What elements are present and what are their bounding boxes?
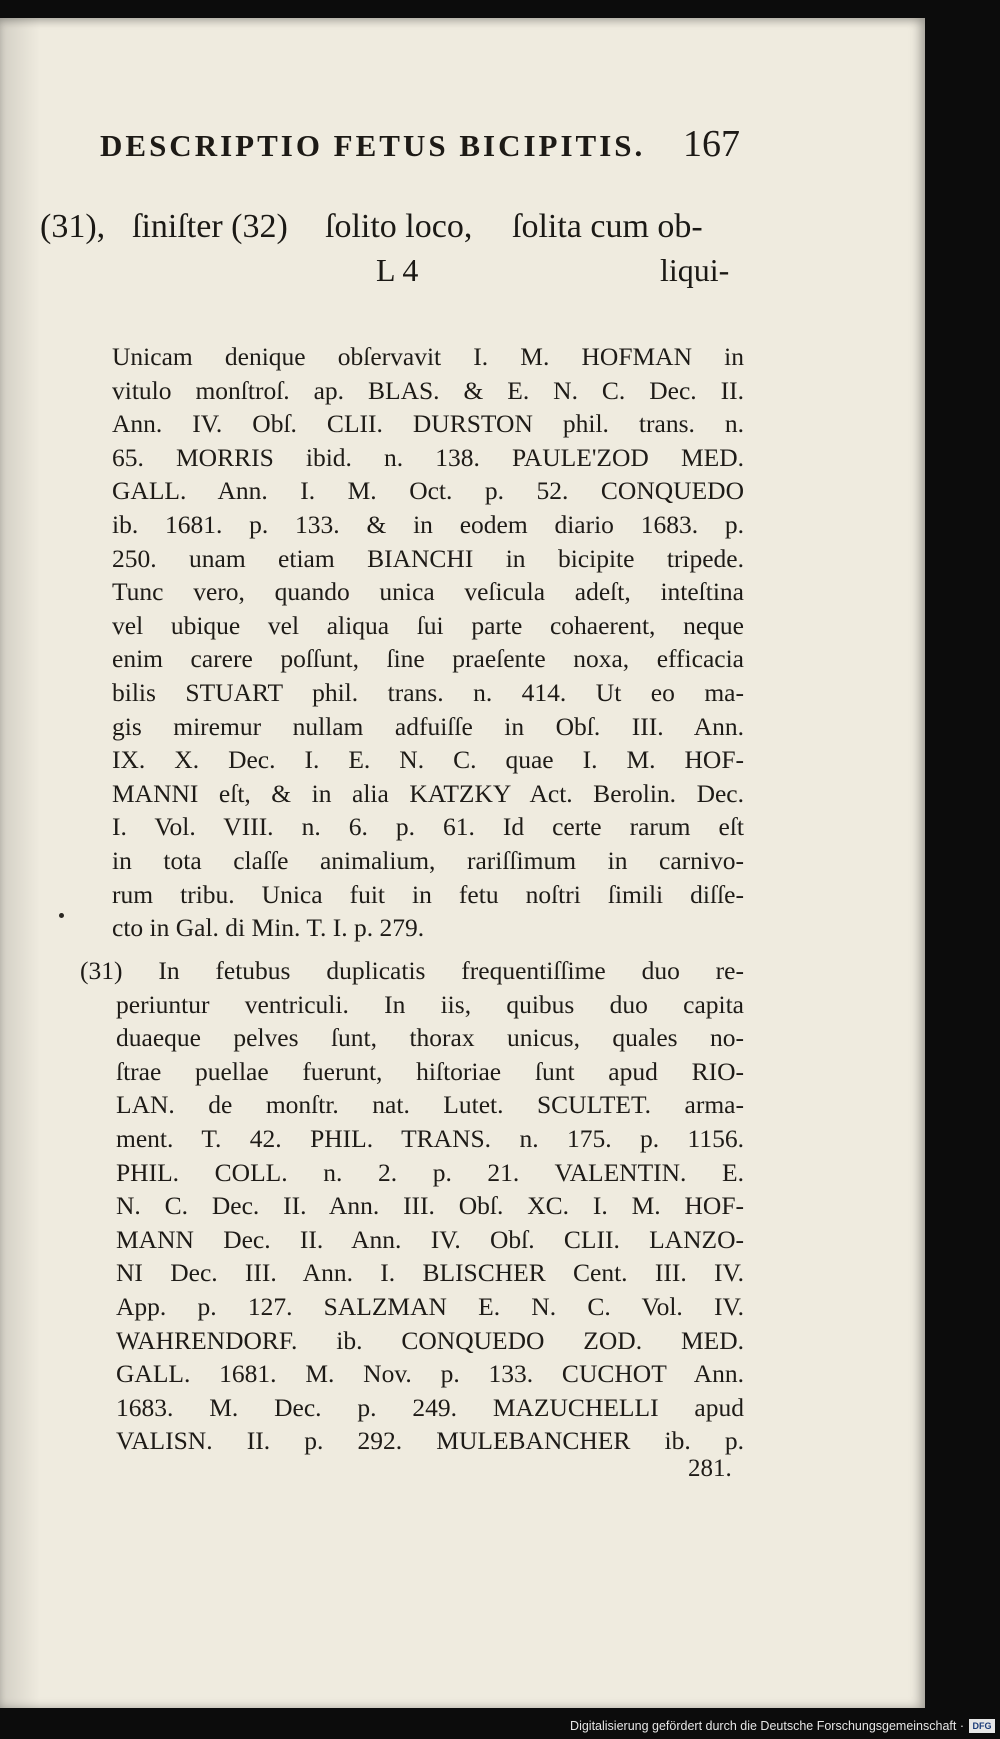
footer-credit: Digitalisierung gefördert durch die Deutsche Forschungsgemeinschaft ·: [570, 1719, 964, 1733]
footnote-line: bilis STUART phil. trans. n. 414. Ut eo ma-: [112, 677, 744, 707]
footnote-line: 1683. M. Dec. p. 249. MAZUCHELLI apud: [116, 1392, 744, 1422]
footnote-line: 65. MORRIS ibid. n. 138. PAULE'ZOD MED.: [112, 442, 744, 472]
footnote-line: VALISN. II. p. 292. MULEBANCHER ib. p.: [116, 1426, 744, 1456]
footnote-line: MANN Dec. II. Ann. IV. Obſ. CLII. LANZO-: [116, 1224, 744, 1254]
footnote-31: [80, 954, 744, 1489]
footnote-line: MANNI eſt, & in alia KATZKY Act. Berolin. Dec.: [112, 778, 744, 808]
footnote-line: periuntur ventriculi. In iis, quibus duo capita: [116, 989, 744, 1019]
footnote-line: 250. unam etiam BIANCHI in bicipite tripede.: [112, 543, 744, 573]
footnote-line: ib. 1681. p. 133. & in eodem diario 1683. p.: [112, 509, 744, 539]
footnote-line: in tota claſſe animalium, rariſſimum in carnivo-: [112, 845, 744, 875]
footnote-line: App. p. 127. SALZMAN E. N. C. Vol. IV.: [116, 1291, 744, 1321]
catchword: liqui-: [660, 252, 730, 288]
footnote-last-word: 281.: [688, 1455, 732, 1482]
page-header: [100, 123, 740, 178]
footnote-line: I. Vol. VIII. n. 6. p. 61. Id certe rarum eſt: [112, 812, 744, 842]
footnote-line: GALL. 1681. M. Nov. p. 133. CUCHOT Ann.: [116, 1359, 744, 1389]
footnote-line: cto in Gal. di Min. T. I. p. 279.: [112, 913, 425, 943]
main-text-line: [40, 208, 740, 258]
footnote-line: Tunc vero, quando unica veſicula adeſt, inteſtina: [112, 577, 744, 607]
footnote-line: vel ubique vel aliqua ſui parte cohaerent, neque: [112, 610, 744, 640]
footnote-line: GALL. Ann. I. M. Oct. p. 52. CONQUEDO: [112, 476, 744, 506]
signature-row: [40, 252, 740, 292]
footnote-line: N. C. Dec. II. Ann. III. Obſ. XC. I. M. HOF-: [116, 1191, 744, 1221]
footnote-line: rum tribu. Unica fuit in fetu noſtri ſimili diſſe-: [112, 879, 744, 909]
footnote-line: vitulo monſtroſ. ap. BLAS. & E. N. C. Dec. II.: [112, 375, 744, 405]
footnote-line: NI Dec. III. Ann. I. BLISCHER Cent. III. IV.: [116, 1258, 744, 1288]
main-text-part-2: ſiniſter (32): [132, 208, 288, 245]
footnote-line: IX. X. Dec. I. E. N. C. quae I. M. HOF-: [112, 745, 744, 775]
footnote-line: PHIL. COLL. n. 2. p. 21. VALENTIN. E.: [116, 1157, 744, 1187]
ink-speck: [59, 913, 64, 918]
digitization-footer: [0, 1716, 1000, 1739]
footnote-32: [112, 340, 744, 943]
footnote-line: gis miremur nullam adfuiſſe in Obſ. III. Ann.: [112, 711, 744, 741]
footnote-line: Unicam denique obſervavit I. M. HOFMAN in: [112, 342, 744, 371]
footnote-line: ſtrae puellae fuerunt, hiſtoriae ſunt apud RIO-: [116, 1056, 744, 1086]
footnote-line: enim carere poſſunt, ſine praeſente noxa, efficacia: [112, 644, 744, 674]
page-gutter-shadow: [0, 18, 40, 1708]
page-number: 167: [683, 123, 740, 165]
footnote-line: Ann. IV. Obſ. CLII. DURSTON phil. trans. n.: [112, 409, 744, 439]
footnote-line: duaeque pelves ſunt, thorax unicus, quales no-: [116, 1023, 744, 1053]
footnote-line: (31) In fetubus duplicatis frequentiſſime duo re-: [80, 956, 744, 985]
main-text-part-1: (31),: [40, 208, 106, 245]
footnote-line: LAN. de monſtr. nat. Lutet. SCULTET. arma-: [116, 1090, 744, 1120]
running-title: DESCRIPTIO FETUS BICIPITIS.: [100, 128, 646, 163]
dfg-logo-icon: DFG: [969, 1719, 995, 1733]
main-text-part-3: ſolito loco,: [325, 208, 473, 245]
signature-mark: L 4: [376, 252, 419, 288]
footnote-line: WAHRENDORF. ib. CONQUEDO ZOD. MED.: [116, 1325, 744, 1355]
main-text-part-4: ſolita cum ob-: [512, 208, 703, 245]
footnote-line: ment. T. 42. PHIL. TRANS. n. 175. p. 1156.: [116, 1123, 744, 1153]
